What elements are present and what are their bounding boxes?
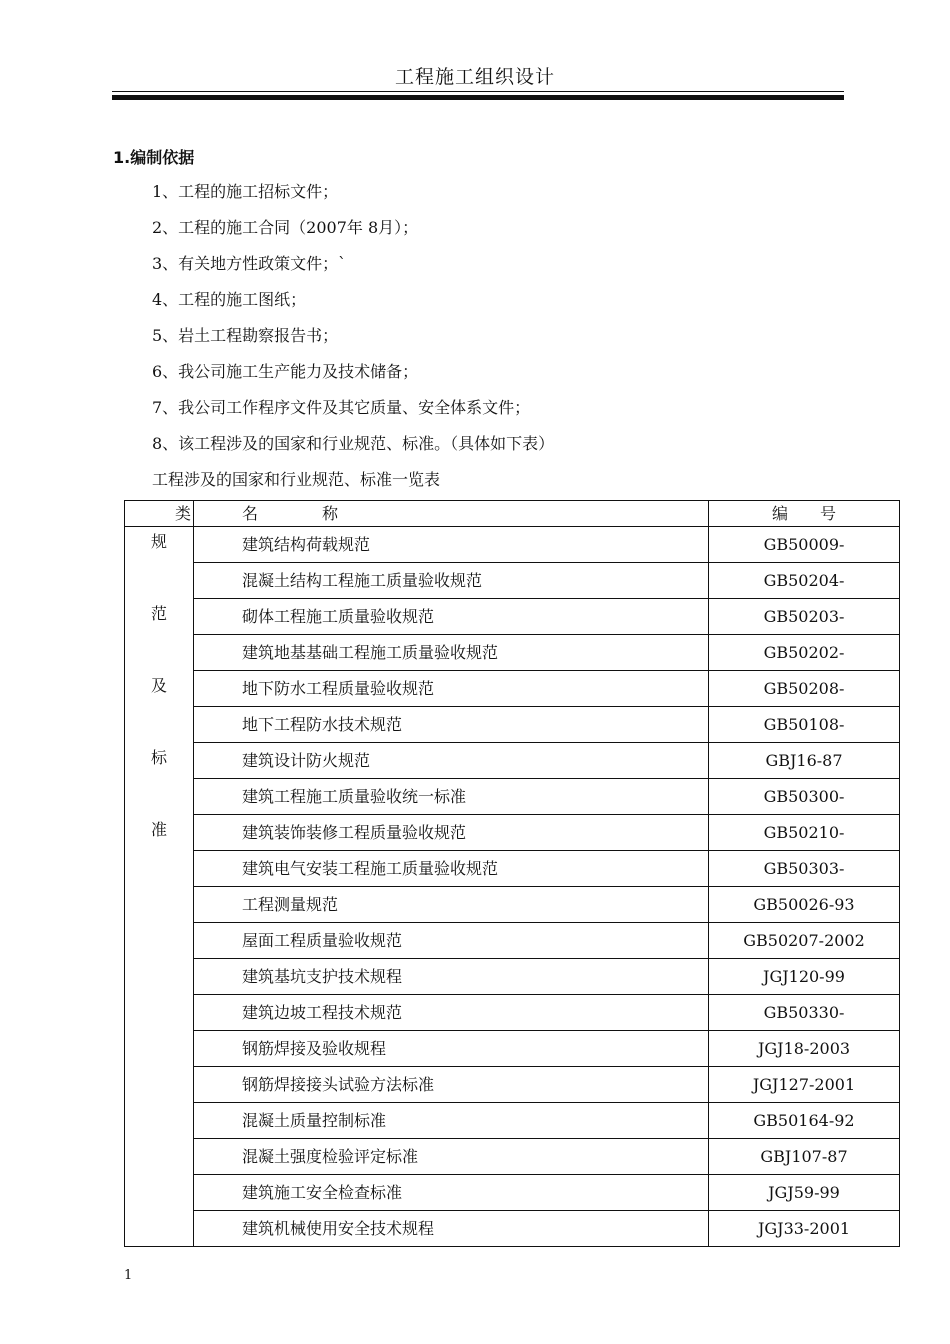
table-row	[125, 527, 900, 563]
basis-item: 6、我公司施工生产能力及技术储备；	[152, 362, 419, 381]
page-number: 1	[124, 1268, 133, 1283]
table-caption: 工程涉及的国家和行业规范、标准一览表	[152, 470, 441, 489]
standard-code-cell: GB50330-	[709, 995, 900, 1031]
category-char: 范	[150, 604, 167, 623]
standard-code-cell: GB50208-	[709, 671, 900, 707]
standard-name-cell: 钢筋焊接及验收规程	[194, 1031, 709, 1067]
table-row	[125, 1211, 900, 1247]
category-cell	[125, 527, 194, 1247]
table-row	[125, 1103, 900, 1139]
standard-code-cell: GB50207-2002	[709, 923, 900, 959]
standard-code-cell: JGJ120-99	[709, 959, 900, 995]
standard-code-cell: JGJ18-2003	[709, 1031, 900, 1067]
standard-name-cell: 建筑装饰装修工程质量验收规范	[194, 815, 709, 851]
table-row	[125, 1067, 900, 1103]
table-header-row	[125, 501, 900, 527]
basis-list	[152, 178, 554, 466]
table-row	[125, 1031, 900, 1067]
document-header-title: 工程施工组织设计	[394, 66, 555, 88]
basis-item: 4、工程的施工图纸；	[152, 290, 307, 309]
standard-name-cell: 混凝土强度检验评定标准	[194, 1139, 709, 1175]
basis-item: 5、岩土工程勘察报告书；	[152, 326, 339, 345]
header-rule-thick	[112, 95, 844, 100]
standard-code-cell: GB50203-	[709, 599, 900, 635]
category-char: 准	[150, 820, 167, 839]
standard-name-cell: 屋面工程质量验收规范	[194, 923, 709, 959]
standard-name-cell: 钢筋焊接接头试验方法标准	[194, 1067, 709, 1103]
section-heading: 1.编制依据	[113, 148, 195, 167]
standard-name-cell: 建筑设计防火规范	[194, 743, 709, 779]
standard-code-cell: GB50303-	[709, 851, 900, 887]
basis-item: 3、有关地方性政策文件；`	[152, 254, 347, 273]
table-row	[125, 599, 900, 635]
basis-item: 7、我公司工作程序文件及其它质量、安全体系文件；	[152, 398, 531, 417]
header-code: 编 号	[709, 501, 900, 527]
table-row	[125, 779, 900, 815]
standard-code-cell: GB50108-	[709, 707, 900, 743]
header-name: 名 称	[194, 501, 709, 527]
standard-name-cell: 建筑机械使用安全技术规程	[194, 1211, 709, 1247]
table-row	[125, 959, 900, 995]
table-row	[125, 923, 900, 959]
standard-name-cell: 建筑边坡工程技术规范	[194, 995, 709, 1031]
table-row	[125, 1175, 900, 1211]
standard-code-cell: GB50204-	[709, 563, 900, 599]
header-category: 类	[125, 501, 194, 527]
standard-code-cell: GB50210-	[709, 815, 900, 851]
basis-item: 1、工程的施工招标文件；	[152, 182, 339, 201]
standard-code-cell: JGJ33-2001	[709, 1211, 900, 1247]
standard-code-cell: GB50026-93	[709, 887, 900, 923]
standard-name-cell: 砌体工程施工质量验收规范	[194, 599, 709, 635]
standard-name-cell: 混凝土结构工程施工质量验收规范	[194, 563, 709, 599]
standard-name-cell: 地下防水工程质量验收规范	[194, 671, 709, 707]
table-row	[125, 1139, 900, 1175]
standard-name-cell: 工程测量规范	[194, 887, 709, 923]
standard-name-cell: 建筑地基基础工程施工质量验收规范	[194, 635, 709, 671]
standard-name-cell: 建筑施工安全检查标准	[194, 1175, 709, 1211]
standard-name-cell: 建筑结构荷载规范	[194, 527, 709, 563]
category-char: 标	[150, 748, 167, 767]
basis-item: 8、该工程涉及的国家和行业规范、标准。（具体如下表）	[152, 434, 555, 453]
standard-name-cell: 建筑工程施工质量验收统一标准	[194, 779, 709, 815]
category-char: 及	[150, 676, 167, 695]
table-row	[125, 707, 900, 743]
category-char: 规	[150, 532, 167, 551]
header-rule-thin	[112, 91, 844, 92]
table-row	[125, 995, 900, 1031]
standard-code-cell: JGJ59-99	[709, 1175, 900, 1211]
standard-name-cell: 建筑电气安装工程施工质量验收规范	[194, 851, 709, 887]
standard-code-cell: GBJ16-87	[709, 743, 900, 779]
standard-code-cell: GB50009-	[709, 527, 900, 563]
table-row	[125, 887, 900, 923]
standard-name-cell: 混凝土质量控制标准	[194, 1103, 709, 1139]
table-row	[125, 851, 900, 887]
standard-code-cell: GB50202-	[709, 635, 900, 671]
standard-code-cell: JGJ127-2001	[709, 1067, 900, 1103]
standard-name-cell: 建筑基坑支护技术规程	[194, 959, 709, 995]
basis-item: 2、工程的施工合同（2007年 8月）；	[152, 218, 419, 237]
standard-code-cell: GB50300-	[709, 779, 900, 815]
standard-name-cell: 地下工程防水技术规范	[194, 707, 709, 743]
table-row	[125, 635, 900, 671]
table-row	[125, 815, 900, 851]
table-row	[125, 563, 900, 599]
table-row	[125, 671, 900, 707]
standard-code-cell: GBJ107-87	[709, 1139, 900, 1175]
standard-code-cell: GB50164-92	[709, 1103, 900, 1139]
standards-table	[124, 500, 900, 1247]
table-row	[125, 743, 900, 779]
